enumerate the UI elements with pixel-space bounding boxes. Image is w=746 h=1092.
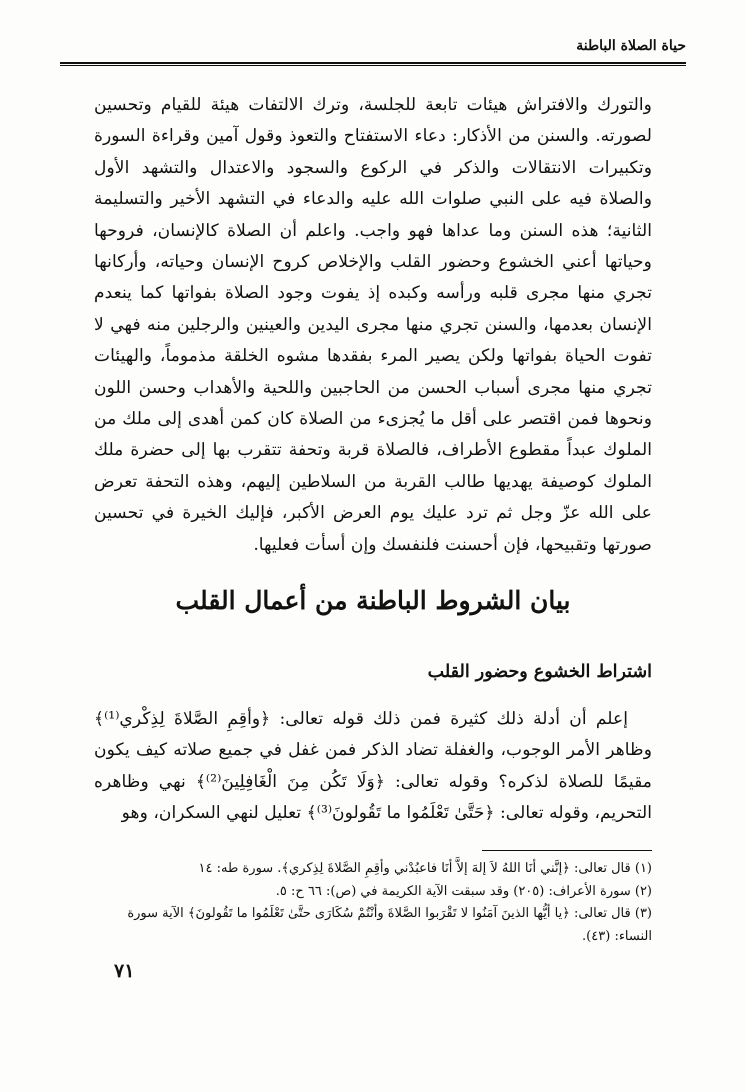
body-paragraph-1 — [94, 90, 652, 561]
paragraph-text: والتورك والافتراش هيئات تابعة للجلسة، وترك الالتفات هيئة للقيام وتحسين لصورته. والسنن من الأذكار: دعاء الاستفتاح والتعوذ وقول آمين وقراءة السورة وتكبيرات الانتقالات والذكر في الركوع والسجود والاعتدال والتشهد الأول والصلاة فيه على النبي صلوات الله عليه والدعاء في التشهد الأخير والتسليمة الثانية؛ هذه السنن وما عداها فهو واجب. واعلم أن الصلاة كالإنسان، فروحها وحياتها أعني الخشوع وحضور القلب والإخلاص كروح الإنسان وحياته، وأركانها تجري منها مجرى قلبه ورأسه وكبده إذ يفوت وجود الصلاة بفواتها كما ينعدم الإنسان بعدمها، والسنن تجري منها مجرى اليدين والعينين والرجلين منه فهي لا تفوت الحياة بفواتها ولكن يصير المرء بفقدها مشوه الخلقة مذموماً، والهيئات تجري منها مجرى أسباب الحسن من الحاجبين واللحية والأهداب وحسن اللون ونحوها فمن اقتصر على أقل ما يُجزىء من الصلاة كان كمن أهدى إلى ملك من الملوك عبداً مقطوع الأطراف، فالصلاة قربة وتحفة تتقرب بها إلى حضرة ملك الملوك كوصيفة يهديها طالب القربة من السلاطين إليهم، وهذه التحفة تعرض على الله عزّ وجل ثم ترد عليك يوم العرض الأكبر، فإليك الخيرة في تحسين صورتها وتقبيحها، فإن أحسنت فلنفسك وإن أسأت فعليها. — [94, 95, 652, 555]
header-rule — [60, 62, 686, 64]
footnote-2: (٢) سورة الأعراف: (٢٠٥) وقد سبقت الآية الكريمة في (ص): ٦٦ ح: ٥. — [275, 883, 652, 899]
page-number: ٧١ — [114, 960, 135, 982]
footnote-3: (٣) قال تعالى: ﴿يا أيُّها الذينَ آمَنُوا لا تَقْرَبوا الصَّلاةَ وأنْتُمْ سُكَارَى حتَّىٰ تَعْلَمُوا ما تَقُولونَ﴾ الآية سورة النساء: (٤٣). — [127, 906, 652, 944]
section-title: بيان الشروط الباطنة من أعمال القلب — [175, 586, 571, 615]
header-rule-thin — [60, 65, 686, 66]
subheading: اشتراط الخشوع وحضور القلب — [427, 662, 652, 682]
footnote-1: (١) قال تعالى: ﴿إنَّني أنَا اللهُ لاَ إلهَ إلاَّ أنَا فاعبُدْني وأقِمِ الصَّلاةَ لِذِكري﴾. سورة طه: ١٤ — [198, 861, 652, 876]
running-head: حياة الصلاة الباطنة — [576, 38, 686, 54]
body-paragraph-2 — [94, 704, 652, 830]
footnotes — [94, 858, 652, 948]
paragraph-text: إعلم أن أدلة ذلك كثيرة فمن ذلك قوله تعالى: ﴿وأقِمِ الصَّلاةَ لِذِكْري⁽¹⁾﴾ وظاهر الأمر الوجوب، والغفلة تضاد الذكر فمن غفل في جميع صلاته كيف يكون مقيمًا للصلاة لذكره؟ وقوله تعالى: ﴿وَلَا تَكُن مِنَ الْغَافِلِينَ⁽²⁾﴾ نهي وظاهره التحريم، وقوله تعالى: ﴿حَتَّىٰ تَعْلَمُوا ما تَقُولونَ⁽³⁾﴾ تعليل لنهي السكران، وهو — [94, 709, 652, 824]
footnote-rule — [482, 850, 652, 851]
